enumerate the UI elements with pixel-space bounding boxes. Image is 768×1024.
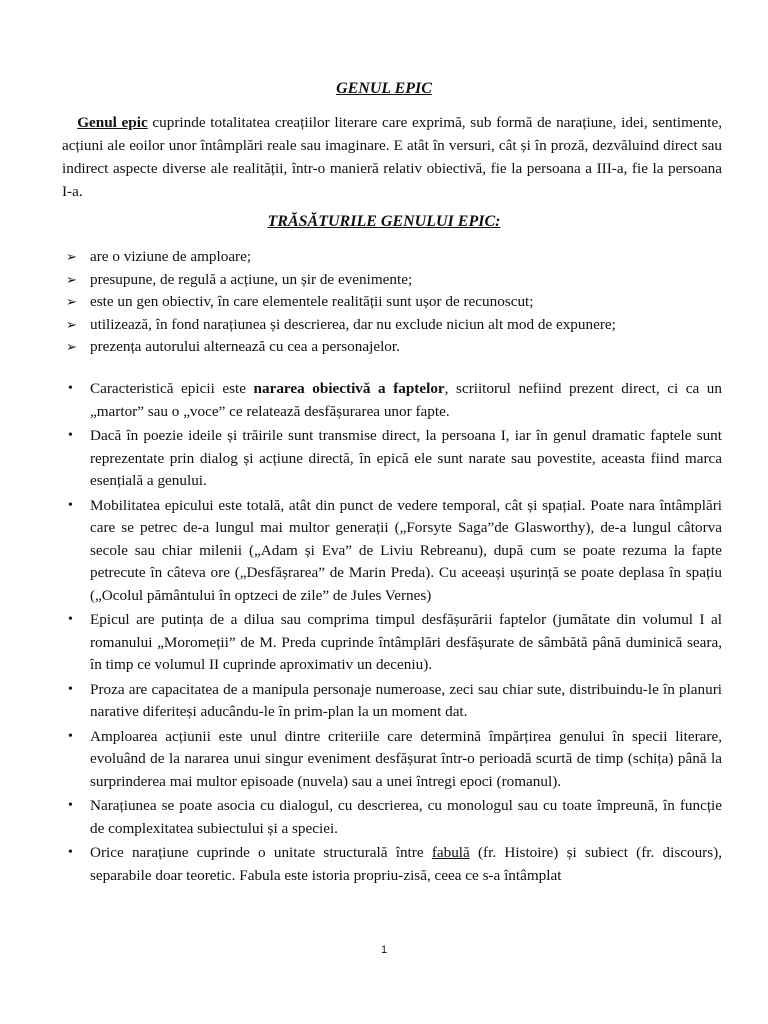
list-item: • Proza are capacitatea de a manipula personaje numeroase, zeci sau chiar sute, distribuindu-le în planuri narative diferiteși aducându-le în prim-plan la un moment dat. (68, 680, 722, 720)
arrow-bullet-icon: ➢ (66, 316, 77, 332)
bullet-icon: • (68, 728, 73, 744)
page-number: 1 (380, 944, 388, 956)
list-item: • Mobilitatea epicului este totală, atât din punct de vedere temporal, cât și spațial. Poate nara întâmplări care se petrec de-a lungul mai multor generații („Forsyte Saga”de Glasworthy), de-a lungul câtorva secole sau chiar milenii („Adam și Eva” de Liviu Rebreanu), după cum se poate rezuma la fapte petrecute în câteva ore („Desfășrarea” de Marin Preda). Cu aceeași ușurință se poate deplasa în spațiu („Ocolul pământului în optzeci de zile” de Jules Vernes) (68, 496, 722, 604)
bullet-icon: • (68, 428, 73, 443)
bullet-icon: • (68, 612, 73, 627)
list-item: • Orice narațiune cuprinde o unitate structurală între fabulă (fr. Histoire) și subiect (fr. discours), separabile doar teoretic. Fabula este istoria propriu-zisă, ceea ce s-a întâmplat (68, 844, 723, 884)
arrow-bullet-icon: ➢ (66, 271, 77, 287)
list-item: • Narațiunea se poate asocia cu dialogul, cu descrierea, cu monologul sau cu toate împreună, în funcție de complexitatea subiectului și a speciei. (68, 797, 722, 837)
section-subtitle: TRĂSĂTURILE GENULUI EPIC: (267, 213, 501, 230)
traits-list (66, 246, 726, 359)
list-item: • Amploarea acțiunii este unul dintre criteriile care determină împărțirea genului în specii literare, evoluând de la nararea unui singur eveniment desfășurat într-o perioadă scurtă de timp (schița) până la surprinderea mai multor episoade (nuvela) sau a unei întregi epoci (romanul). (68, 727, 722, 790)
bullet-icon: • (68, 497, 73, 513)
list-item: ➢ utilizează, în fond narațiunea și descrierea, dar nu exclude niciun alt mod de expunere; (66, 314, 726, 337)
list-item: ➢ prezența autorului alternează cu cea a personajelor. (66, 336, 726, 359)
intro-lead: Genul epic (77, 114, 148, 131)
list-item: ➢ are o viziune de amploare; (66, 246, 726, 269)
characteristics-list (62, 378, 722, 889)
bullet-icon: • (68, 845, 73, 860)
list-item: ➢ este un gen obiectiv, în care elementele realității sunt ușor de recunoscut; (66, 291, 726, 314)
list-item: • Epicul are putința de a dilua sau comprima timpul desfășurării faptelor (jumătate din volumul I al romanului „Moromeții” de M. Preda cuprinde întâmplări desfășurate de sâmbătă până duminică seara, în timp ce volumul II cuprinde aproximativ un deceniu). (68, 611, 722, 673)
list-item: ➢ presupune, de regulă a acțiune, un șir de evenimente; (66, 269, 726, 292)
arrow-bullet-icon: ➢ (66, 339, 77, 354)
intro-text: cuprinde totalitatea creațiilor literare care exprimă, sub formă de narațiune, idei, sentimente, acțiuni ale eoilor unor întâmplări reale sau imaginare. E atât în versuri, cât și în proză, dezvăluind direct sau indirect aspecte diverse ale realității, într-o manieră relativ obiectivă, fie la persoana a III-a, fie la persoana I-a. (62, 114, 722, 200)
list-item: • Caracteristică epicii este nararea obiectivă a faptelor, scriitorul nefiind prezent direct, ci ca un „martor” sau o „voce” ce relatează desfășurarea unor fapte. (68, 380, 722, 420)
bullet-icon: • (68, 681, 73, 697)
arrow-bullet-icon: ➢ (66, 294, 77, 309)
list-item: • Dacă în poezie ideile și trăirile sunt transmise direct, la persoana I, iar în genul dramatic faptele sunt reprezentate prin dialog și acțiune directă, în epică ele sunt narate sau povestite, aceasta fiind marca esențială a genului. (68, 427, 722, 489)
page-title: GENUL EPIC (336, 80, 432, 97)
arrow-bullet-icon: ➢ (66, 249, 77, 264)
intro-paragraph (62, 111, 722, 203)
bullet-icon: • (68, 381, 73, 396)
bullet-icon: • (68, 798, 73, 813)
